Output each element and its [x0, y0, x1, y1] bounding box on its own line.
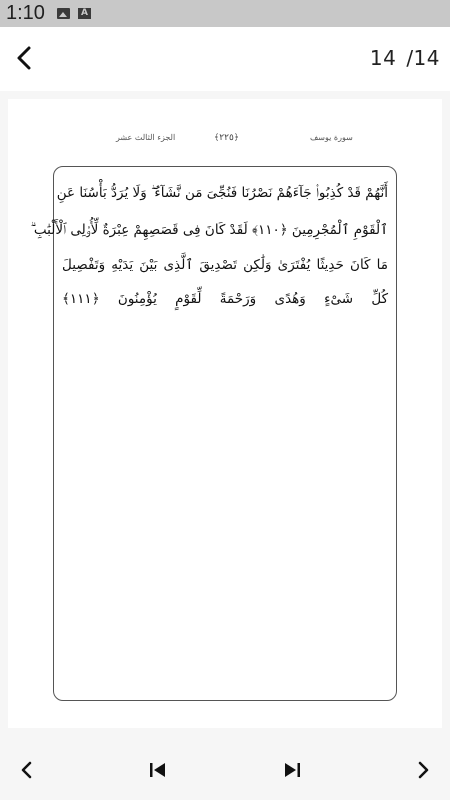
verse-line: مَا كَانَ حَدِيثًا يُفْتَرَىٰ وَلَٰكِن تَصْدِيقَ ٱلَّذِى بَيْنَ يَدَيْهِ وَتَفْصِيلَ: [62, 257, 388, 273]
chevron-left-icon: [10, 43, 40, 73]
back-button[interactable]: [10, 43, 40, 73]
top-toolbar: [0, 27, 450, 91]
current-page-number: 14: [369, 46, 397, 70]
page-counter: [370, 46, 440, 70]
text-frame: [30, 166, 397, 701]
image-icon: [57, 8, 70, 19]
first-page-icon: [146, 758, 170, 782]
last-page-button[interactable]: [280, 758, 304, 782]
page-header: [8, 131, 442, 151]
next-page-icon: [411, 758, 435, 782]
bottom-navigation: [0, 736, 450, 800]
first-page-button[interactable]: [146, 758, 170, 782]
previous-page-icon: [15, 758, 39, 782]
mushaf-page[interactable]: [8, 99, 442, 728]
verse-line: كُلِّ شَىْءٍ وَهُدًى وَرَحْمَةً لِّقَوْمٍ يُؤْمِنُونَ ﴿١١١﴾: [62, 291, 388, 307]
content-area: [0, 91, 450, 736]
verse-line: ٱلْقَوْمِ ٱلْمُجْرِمِينَ ﴿١١٠﴾ لَقَدْ كَانَ فِى قَصَصِهِمْ عِبْرَةٌ لِّأُو۟لِى ٱلْأَلْبَٰبِ ۗ: [30, 222, 388, 238]
status-time: 1:10: [6, 2, 45, 24]
verse-line: أَنَّهُمْ قَدْ كُذِبُوا۟ جَآءَهُمْ نَصْرُنَا فَنُجِّىَ مَن نَّشَآءُ ۖ وَلَا يُرَدُّ بَأْسُنَا عَنِ: [56, 185, 388, 201]
font-a-icon: A: [78, 8, 91, 19]
previous-page-button[interactable]: [15, 758, 39, 782]
total-pages: /14: [406, 46, 440, 70]
header-juz-name: الجزء الثالث عشر: [116, 133, 176, 142]
last-page-icon: [280, 758, 304, 782]
header-surah-name: سورة يوسف: [310, 133, 353, 142]
status-bar: [0, 0, 450, 27]
next-page-button[interactable]: [411, 758, 435, 782]
header-page-number: ﴿٢٢٥﴾: [214, 133, 240, 143]
